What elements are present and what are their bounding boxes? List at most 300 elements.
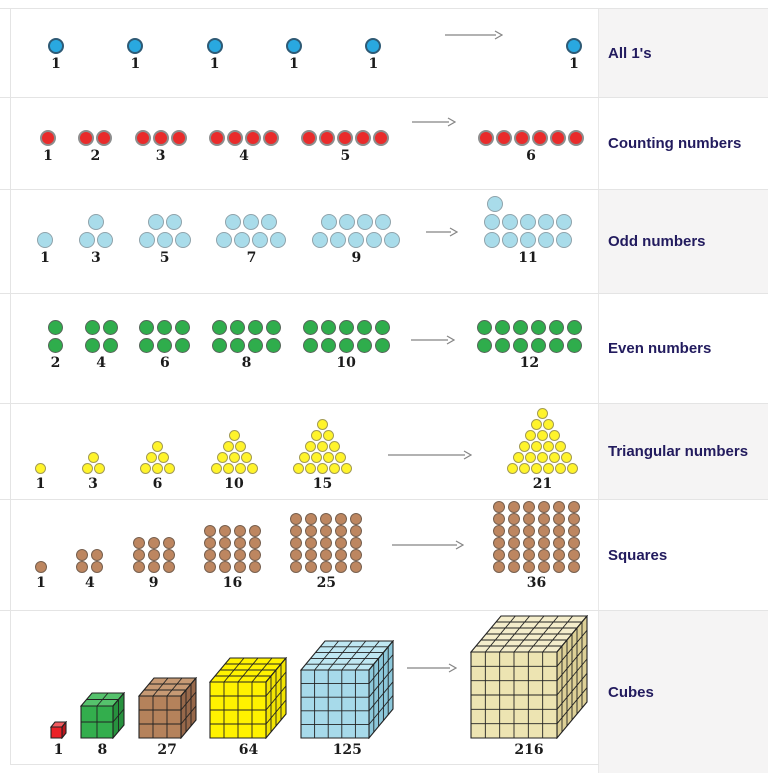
cube-icon xyxy=(50,721,67,739)
dot-row xyxy=(133,537,175,549)
dot-grid xyxy=(35,463,46,474)
dot-row xyxy=(82,463,105,474)
dot-row xyxy=(303,338,390,353)
sequence-content xyxy=(10,294,598,403)
dot xyxy=(249,561,261,573)
dot xyxy=(350,549,362,561)
dot xyxy=(549,320,564,335)
dot xyxy=(204,537,216,549)
dot-row xyxy=(127,38,143,54)
dot-group xyxy=(40,130,56,163)
dot xyxy=(508,513,520,525)
dot-grid xyxy=(37,232,53,248)
dot-grid xyxy=(301,130,389,146)
dot xyxy=(301,130,317,146)
dot xyxy=(339,338,354,353)
count-label: 1 xyxy=(53,742,64,758)
content-bottom-border xyxy=(10,764,599,765)
dot xyxy=(523,501,535,513)
dot xyxy=(523,513,535,525)
dot-group xyxy=(37,232,53,265)
dot-row xyxy=(477,338,582,353)
dot xyxy=(139,338,154,353)
dot-row xyxy=(35,463,46,474)
dot xyxy=(335,525,347,537)
dot xyxy=(311,452,322,463)
dot xyxy=(303,320,318,335)
dot xyxy=(146,452,157,463)
dot-row xyxy=(478,130,584,146)
dot-row xyxy=(35,561,47,573)
count-label: 1 xyxy=(130,56,141,72)
dot xyxy=(519,463,530,474)
dot xyxy=(312,232,328,248)
dot-row xyxy=(217,452,252,463)
dot xyxy=(305,537,317,549)
dot xyxy=(320,525,332,537)
dot xyxy=(323,430,334,441)
dot xyxy=(523,537,535,549)
dot xyxy=(305,463,316,474)
dot-group xyxy=(478,130,584,163)
dot xyxy=(211,463,222,474)
dot xyxy=(223,441,234,452)
dot xyxy=(248,320,263,335)
sequence-label: Even numbers xyxy=(608,340,712,357)
dot-row xyxy=(204,549,261,561)
dot-row xyxy=(204,537,261,549)
dot-row xyxy=(48,38,64,54)
dot-row xyxy=(76,549,103,561)
dot xyxy=(163,561,175,573)
count-label: 9 xyxy=(351,250,362,266)
dot xyxy=(357,320,372,335)
dot xyxy=(329,463,340,474)
dot xyxy=(350,537,362,549)
dot xyxy=(299,452,310,463)
dot-group xyxy=(507,408,578,491)
dot xyxy=(91,561,103,573)
sequence-content xyxy=(10,190,598,293)
dot xyxy=(48,338,63,353)
dot xyxy=(217,452,228,463)
dot xyxy=(290,561,302,573)
dot-row xyxy=(212,338,281,353)
dot-row xyxy=(317,419,328,430)
dot xyxy=(567,463,578,474)
dot-group xyxy=(566,38,582,71)
dot-row xyxy=(493,525,580,537)
dot xyxy=(321,214,337,230)
sequence-row-triangular-numbers xyxy=(0,403,768,499)
dot xyxy=(320,549,332,561)
dot xyxy=(135,130,151,146)
sequence-label: Triangular numbers xyxy=(608,443,749,460)
dot-row xyxy=(85,320,118,335)
dot xyxy=(484,214,500,230)
dot xyxy=(305,441,316,452)
dot xyxy=(234,561,246,573)
dot-grid xyxy=(48,38,64,54)
count-label: 3 xyxy=(90,250,101,266)
dot-grid xyxy=(211,430,258,474)
dot-group xyxy=(212,320,281,370)
dot-row xyxy=(311,430,334,441)
dot xyxy=(341,463,352,474)
dot xyxy=(531,419,542,430)
arrow-icon xyxy=(412,115,456,133)
dot-grid xyxy=(85,320,118,353)
dot-row xyxy=(204,525,261,537)
count-label: 9 xyxy=(148,575,159,591)
dot xyxy=(212,338,227,353)
dot-group xyxy=(133,537,175,590)
dot-group xyxy=(211,430,258,491)
dot-row xyxy=(513,452,572,463)
sequence-content xyxy=(10,9,598,97)
dot-row xyxy=(139,320,190,335)
dot xyxy=(538,549,550,561)
dot xyxy=(537,408,548,419)
count-label: 3 xyxy=(88,476,98,492)
count-label: 10 xyxy=(336,355,356,371)
dot xyxy=(216,232,232,248)
dot xyxy=(317,463,328,474)
count-label: 216 xyxy=(514,742,544,758)
dot xyxy=(329,441,340,452)
dot xyxy=(330,232,346,248)
dot xyxy=(520,232,536,248)
dot xyxy=(103,320,118,335)
dot xyxy=(241,452,252,463)
sequence-label-cell xyxy=(598,190,768,293)
dot xyxy=(157,320,172,335)
count-label: 10 xyxy=(224,476,244,492)
dot-group xyxy=(135,130,187,163)
dot xyxy=(507,463,518,474)
dot-group xyxy=(85,320,118,370)
dot xyxy=(261,214,277,230)
dot xyxy=(365,38,381,54)
dot xyxy=(495,338,510,353)
dot xyxy=(148,561,160,573)
dot-row xyxy=(216,232,286,248)
dot xyxy=(234,549,246,561)
dot-row xyxy=(484,232,572,248)
dot xyxy=(550,130,566,146)
sequence-label-cell xyxy=(598,500,768,610)
cube-group xyxy=(138,677,197,757)
dot xyxy=(152,463,163,474)
dot xyxy=(85,320,100,335)
count-label: 4 xyxy=(96,355,107,371)
dot xyxy=(502,232,518,248)
dot-row xyxy=(487,196,503,212)
dot-grid xyxy=(365,38,381,54)
dot xyxy=(568,130,584,146)
dot xyxy=(290,513,302,525)
dot-row xyxy=(76,561,103,573)
dot xyxy=(96,130,112,146)
dot xyxy=(148,549,160,561)
dot xyxy=(163,537,175,549)
dot xyxy=(493,513,505,525)
dot xyxy=(553,549,565,561)
dot xyxy=(212,320,227,335)
dot xyxy=(79,232,95,248)
dot-grid xyxy=(139,214,191,248)
arrow-icon xyxy=(426,225,458,243)
dot xyxy=(305,561,317,573)
dot-row xyxy=(79,232,113,248)
dot xyxy=(76,561,88,573)
dot-row xyxy=(140,463,175,474)
dot xyxy=(568,501,580,513)
dot xyxy=(375,338,390,353)
dot-row xyxy=(133,561,175,573)
dot-row xyxy=(229,430,240,441)
dot xyxy=(230,320,245,335)
dot xyxy=(525,452,536,463)
dot xyxy=(317,441,328,452)
dot xyxy=(78,130,94,146)
dot xyxy=(335,561,347,573)
cube-group xyxy=(80,692,125,757)
dot xyxy=(513,452,524,463)
dot xyxy=(320,537,332,549)
dot xyxy=(303,338,318,353)
dot-grid xyxy=(76,549,103,573)
dot-row xyxy=(301,130,389,146)
dot xyxy=(493,537,505,549)
dot-row xyxy=(148,214,182,230)
dot xyxy=(321,338,336,353)
dot-grid xyxy=(82,452,105,474)
dot xyxy=(508,501,520,513)
dot xyxy=(219,549,231,561)
dot-group xyxy=(139,320,190,370)
dot-grid xyxy=(212,320,281,353)
dot xyxy=(538,537,550,549)
dot-row xyxy=(85,338,118,353)
arrow-icon xyxy=(407,661,457,679)
dot-row xyxy=(477,320,582,335)
dot-grid xyxy=(484,196,572,248)
count-label: 1 xyxy=(51,56,61,72)
dot xyxy=(335,549,347,561)
dot xyxy=(252,232,268,248)
sequence-label-cell xyxy=(598,404,768,499)
dot xyxy=(320,561,332,573)
dot xyxy=(335,513,347,525)
sequence-row-even-numbers xyxy=(0,293,768,403)
dot-row xyxy=(493,561,580,573)
dot xyxy=(263,130,279,146)
dot xyxy=(543,419,554,430)
dot xyxy=(158,452,169,463)
dot-row xyxy=(286,38,302,54)
dot-grid xyxy=(493,501,580,573)
dot xyxy=(235,441,246,452)
dot xyxy=(556,214,572,230)
count-label: 4 xyxy=(239,148,249,164)
dot xyxy=(477,338,492,353)
dot xyxy=(502,214,518,230)
count-label: 15 xyxy=(312,476,333,492)
dot-row xyxy=(365,38,381,54)
dot-row xyxy=(133,549,175,561)
dot xyxy=(538,513,550,525)
dot xyxy=(568,525,580,537)
dot xyxy=(157,232,173,248)
sequence-rows xyxy=(0,8,768,773)
dot-row xyxy=(139,232,191,248)
dot xyxy=(319,130,335,146)
dot xyxy=(568,561,580,573)
dot-group xyxy=(493,501,580,590)
dot xyxy=(556,232,572,248)
dot xyxy=(320,513,332,525)
dot-row xyxy=(312,232,400,248)
dot xyxy=(175,320,190,335)
count-label: 1 xyxy=(40,250,50,266)
count-label: 6 xyxy=(152,476,163,492)
dot-group xyxy=(82,452,105,491)
arrow-icon xyxy=(392,538,464,556)
count-label: 25 xyxy=(316,575,337,591)
dot-row xyxy=(290,549,362,561)
cube-icon xyxy=(138,677,197,739)
dot-row xyxy=(493,537,580,549)
dot-row xyxy=(48,338,63,353)
dot-grid xyxy=(478,130,584,146)
dot xyxy=(204,561,216,573)
dot xyxy=(163,549,175,561)
dot-grid xyxy=(140,441,175,474)
dot xyxy=(234,232,250,248)
dot xyxy=(290,549,302,561)
dot xyxy=(249,549,261,561)
dot-group xyxy=(293,419,352,491)
sequence-label-cell xyxy=(598,98,768,189)
dot xyxy=(335,452,346,463)
dot xyxy=(219,537,231,549)
sequence-content xyxy=(10,500,598,610)
dot xyxy=(249,537,261,549)
dot xyxy=(266,338,281,353)
dot xyxy=(493,501,505,513)
dot xyxy=(133,561,145,573)
dot xyxy=(317,419,328,430)
dot xyxy=(531,338,546,353)
cube-group xyxy=(300,640,394,757)
sequence-label: Odd numbers xyxy=(608,233,706,250)
sequence-content xyxy=(10,404,598,499)
dot-row xyxy=(519,441,566,452)
dot-row xyxy=(493,501,580,513)
dot xyxy=(339,214,355,230)
dot xyxy=(48,320,63,335)
dot xyxy=(97,232,113,248)
dot xyxy=(85,338,100,353)
dot xyxy=(355,130,371,146)
dot-grid xyxy=(139,320,190,353)
dot xyxy=(35,561,47,573)
count-label: 1 xyxy=(36,575,46,591)
dot-row xyxy=(48,320,63,335)
dot xyxy=(37,232,53,248)
dot-row xyxy=(531,419,554,430)
dot xyxy=(207,38,223,54)
sequence-content xyxy=(10,98,598,189)
dot xyxy=(538,232,554,248)
dot-grid xyxy=(290,513,362,573)
sequence-label: All 1's xyxy=(608,44,652,62)
dot xyxy=(350,513,362,525)
dot-row xyxy=(305,441,340,452)
dot-grid xyxy=(312,214,400,248)
count-label: 1 xyxy=(35,476,46,492)
dot-grid xyxy=(293,419,352,474)
dot xyxy=(493,561,505,573)
count-label: 1 xyxy=(289,56,299,72)
cube-group xyxy=(470,615,588,757)
dot xyxy=(148,214,164,230)
dot xyxy=(230,338,245,353)
dot xyxy=(520,214,536,230)
dot xyxy=(76,549,88,561)
dot-row xyxy=(290,525,362,537)
count-label: 11 xyxy=(518,250,538,266)
dot-row xyxy=(493,549,580,561)
dot xyxy=(235,463,246,474)
dot-row xyxy=(303,320,390,335)
dot xyxy=(234,525,246,537)
dot xyxy=(477,320,492,335)
dot-group xyxy=(209,130,279,163)
dot xyxy=(311,430,322,441)
dot xyxy=(40,130,56,146)
dot-group xyxy=(290,513,362,590)
dot xyxy=(357,214,373,230)
dot xyxy=(567,320,582,335)
dot xyxy=(531,441,542,452)
dot-row xyxy=(207,38,223,54)
dot xyxy=(227,130,243,146)
dot xyxy=(553,537,565,549)
dot xyxy=(366,232,382,248)
dot xyxy=(127,38,143,54)
dot-group xyxy=(35,463,46,491)
dot xyxy=(157,338,172,353)
dot xyxy=(553,513,565,525)
count-label: 16 xyxy=(222,575,243,591)
arrow-icon xyxy=(445,28,503,46)
dot xyxy=(538,561,550,573)
dot-group xyxy=(76,549,103,590)
dot-group xyxy=(216,214,286,265)
count-label: 2 xyxy=(50,355,61,371)
dot xyxy=(531,320,546,335)
dot-row xyxy=(290,537,362,549)
dot-row xyxy=(225,214,277,230)
dot-group xyxy=(303,320,390,370)
sequence-label-cell xyxy=(598,611,768,773)
dot xyxy=(549,452,560,463)
dot-grid xyxy=(477,320,582,353)
dot xyxy=(305,525,317,537)
dot xyxy=(82,463,93,474)
